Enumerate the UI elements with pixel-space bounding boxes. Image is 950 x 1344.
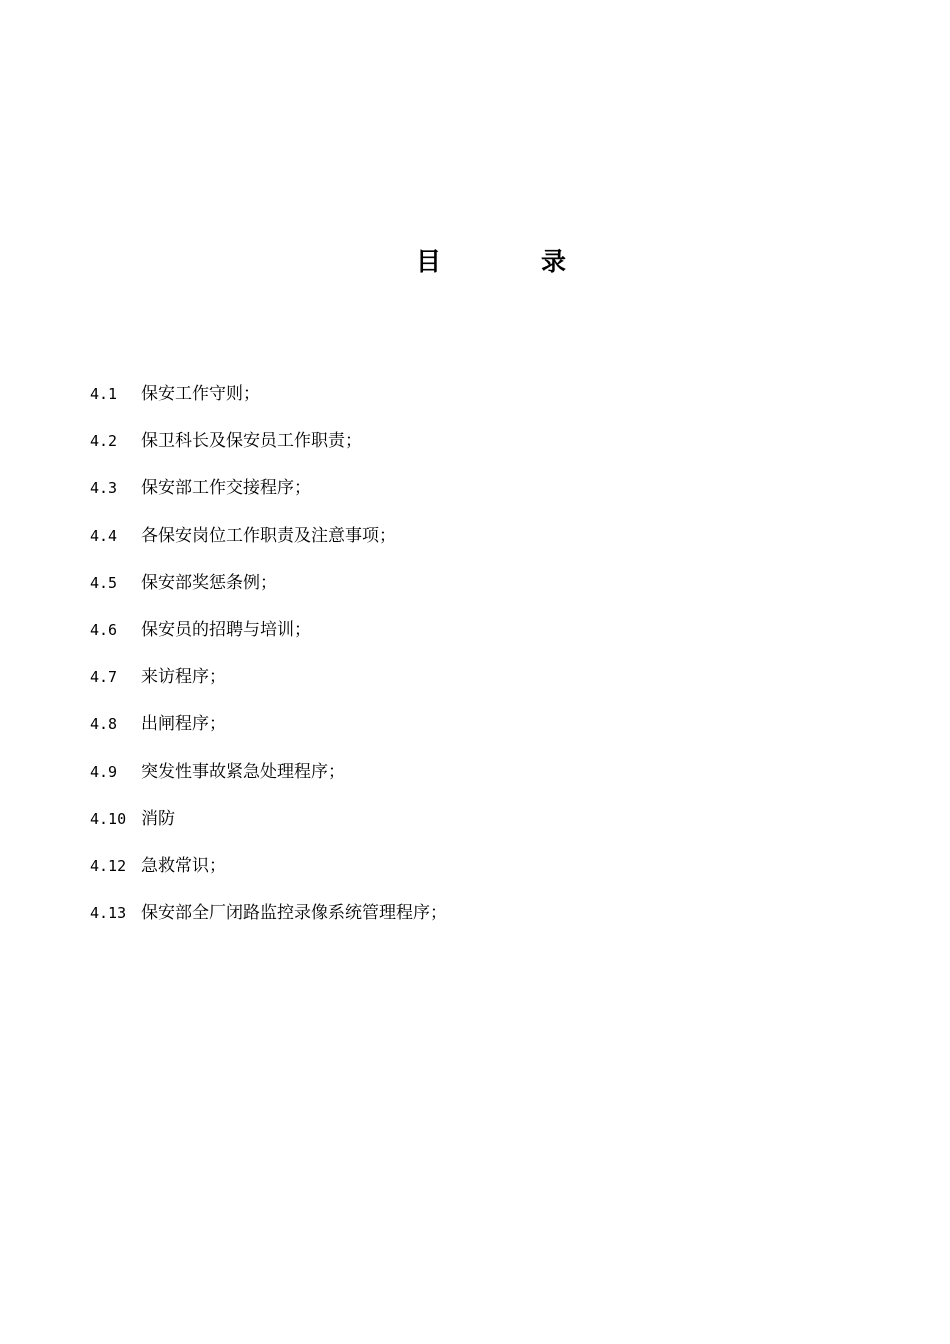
- toc-item: [90, 852, 870, 899]
- toc-item-number: 4.13: [90, 904, 127, 923]
- toc-item: [90, 805, 870, 852]
- toc-item-text: 保安部全厂闭路监控录像系统管理程序；: [141, 903, 447, 924]
- toc-item-number: 4.7: [90, 668, 118, 687]
- toc-item-text: 保卫科长及保安员工作职责；: [141, 431, 362, 452]
- toc-item: [90, 710, 870, 757]
- toc-item-text: 保安工作守则；: [141, 384, 260, 404]
- toc-item-number: 4.1: [90, 385, 118, 403]
- toc-item-text: 保安部工作交接程序；: [141, 478, 311, 499]
- toc-item-text: 消防: [141, 808, 175, 829]
- toc-item-number: 4.9: [90, 762, 118, 781]
- toc-item: [90, 663, 870, 710]
- toc-item-number: 4.5: [90, 573, 118, 592]
- toc-item-number: 4.10: [90, 809, 127, 828]
- table-of-contents: [90, 380, 870, 946]
- toc-item-text: 保安部奖惩条例；: [141, 572, 277, 593]
- page-title: [0, 244, 950, 280]
- toc-item-text: 急救常识；: [141, 855, 226, 876]
- toc-item: [90, 522, 870, 569]
- toc-item-text: 来访程序；: [141, 667, 226, 688]
- toc-item-text: 出闸程序；: [141, 714, 226, 735]
- toc-item-number: 4.6: [90, 620, 118, 639]
- toc-item-text: 保安员的招聘与培训；: [141, 619, 311, 640]
- toc-item: [90, 474, 870, 521]
- toc-item: [90, 758, 870, 805]
- toc-item: [90, 616, 870, 663]
- toc-item-text: 各保安岗位工作职责及注意事项；: [141, 525, 396, 546]
- toc-item-number: 4.8: [90, 715, 118, 734]
- toc-item-number: 4.12: [90, 856, 127, 875]
- toc-item-number: 4.2: [90, 432, 118, 451]
- toc-item: [90, 427, 870, 474]
- toc-item-number: 4.3: [90, 479, 118, 498]
- toc-item-number: 4.4: [90, 526, 118, 545]
- toc-item: [90, 899, 870, 946]
- toc-item: [90, 569, 870, 616]
- title-char-1: 目: [416, 247, 442, 276]
- toc-item-text: 突发性事故紧急处理程序；: [141, 761, 345, 782]
- toc-item: [90, 380, 870, 427]
- title-char-2: 录: [541, 247, 567, 276]
